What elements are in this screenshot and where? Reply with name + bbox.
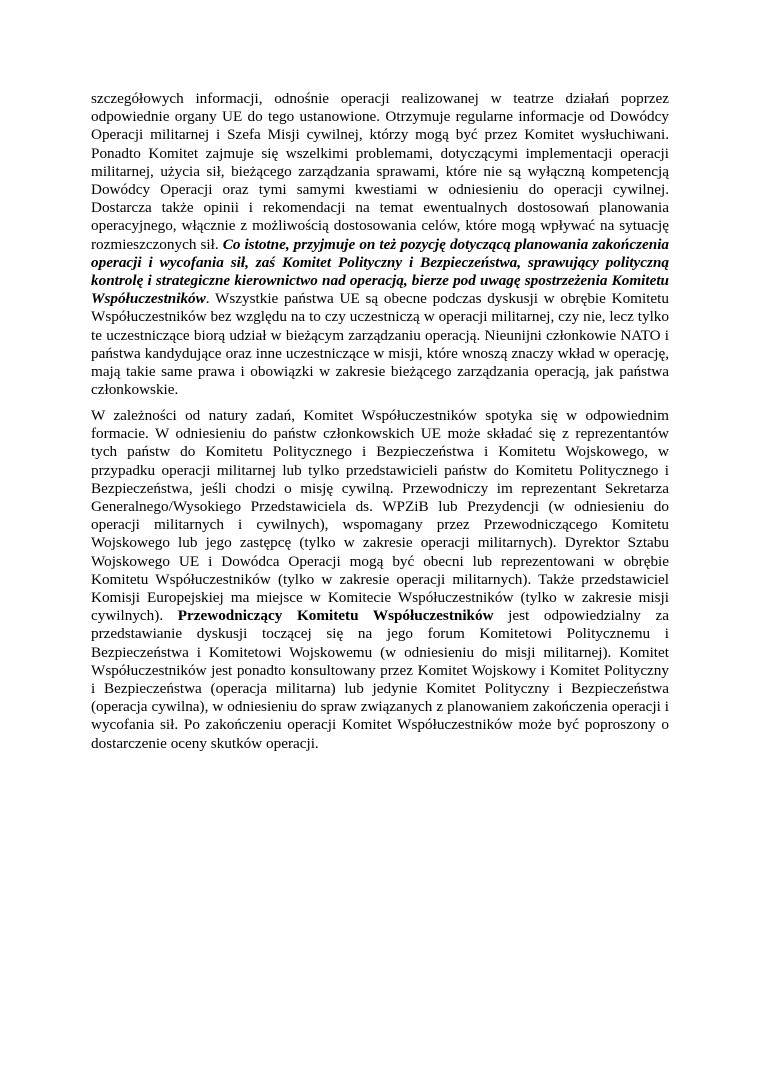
paragraph-1-emphasis: Co istotne, przyjmuje on też pozycję dotyczącą planowania zakończenia operacji i wycofania sił, zaś Komitet Polityczny i Bezpieczeństwa, sprawujący polityczną kontrolę i strategiczne kierownictwo nad operacją, bierze pod uwagę spostrzeżenia Komitetu Współuczestników	[91, 235, 670, 308]
paragraph-2-text-start: W zależności od natury zadań, Komitet Współuczestników spotyka się w odpowiednim formacie. W odniesieniu do państw członkowskich UE może składać się z reprezentantów tych państw do Komitetu Politycznego i Bezpieczeństwa i Komitetu Wojskowego, w przypadku operacji militarnej lub tylko przedstawicieli państw do Komitetu Politycznego i Bezpieczeństwa, jeśli chodzi o misję cywilną. Przewodniczy im reprezentant Sekretarza Generalnego/Wysokiego Przedstawiciela ds. WPZiB lub Prezydencji (w odniesieniu do operacji militarnych i cywilnych), wspomagany przez Przewodniczącego Komitetu Wojskowego lub jego zastępcę (tylko w zakresie operacji militarnych). Dyrektor Sztabu Wojskowego UE i Dowódca Operacji mogą być obecni lub reprezentowani w obrębie Komitetu Współuczestników (tylko w zakresie operacji militarnych). Także przedstawiciel Komisji Europejskiej ma miejsce w Komitecie Współuczestników (tylko w zakresie misji cywilnych).	[91, 407, 669, 625]
paragraph-1-text-end: . Wszystkie państwa UE są obecne podczas dyskusji w obrębie Komitetu Współuczestników bez względu na to czy uczestniczą w operacji militarnej, czy nie, lecz tylko te uczestniczące biorą udział w bieżącym zarządzaniu operacją. Nieunijni członkowie NATO i państwa kandydujące oraz inne uczestniczące w misji, które wnoszą znaczy wkład w operację, mają takie same prawa i obowiązki w zakresie bieżącego zarządzania operacją, jak państwa członkowskie.	[91, 290, 669, 399]
paragraph-2	[91, 407, 669, 753]
paragraph-1	[91, 90, 669, 399]
paragraph-2-bold-term: Przewodniczący Komitetu Współuczestników	[177, 607, 494, 625]
paragraph-2-text-end: jest odpowiedzialny za przedstawianie dyskusji toczącej się na jego forum Komitetowi Politycznemu i Bezpieczeństwa i Komitetowi Wojskowemu (w odniesieniu do misji militarnej). Komitet Współuczestników jest ponadto konsultowany przez Komitet Wojskowy i Komitet Polityczny i Bezpieczeństwa (operacja militarna) lub jedynie Komitet Polityczny i Bezpieczeństwa (operacja cywilna), w odniesieniu do spraw związanych z planowaniem zakończenia operacji i wycofania sił. Po zakończeniu operacji Komitet Współuczestników może być poproszony o dostarczenie oceny skutków operacji.	[91, 607, 670, 752]
paragraph-1-text-start: szczegółowych informacji, odnośnie operacji realizowanej w teatrze działań poprzez odpowiednie organy UE do tego ustanowione. Otrzymuje regularne informacje od Dowódcy Operacji militarnej i Szefa Misji cywilnej, którzy mogą być przez Komitet wysłuchiwani. Ponadto Komitet zajmuje się wszelkimi problemami, dotyczącymi implementacji operacji militarnej, użycia sił, bieżącego zarządzania sprawami, które nie są wyłączną kompetencją Dowódcy Operacji oraz tymi samymi kwestiami w odniesieniu do operacji cywilnej. Dostarcza także opinii i rekomendacji na temat ewentualnych dostosowań planowania operacyjnego, włącznie z możliwością dostosowania celów, które mogą wpływać na sytuację rozmieszczonych sił.	[91, 90, 669, 253]
